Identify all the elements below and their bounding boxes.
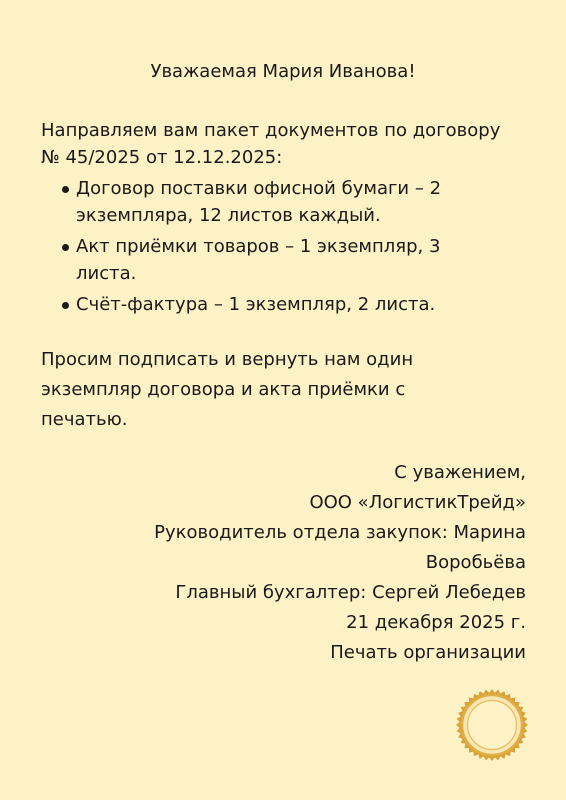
chief-accountant: Главный бухгалтер: Сергей Лебедев — [175, 582, 526, 603]
seal-icon — [455, 688, 529, 762]
intro-paragraph: Направляем вам пакет документов по договору № 45/2025 от 12.12.2025: — [41, 120, 501, 168]
list-item — [41, 175, 491, 229]
greeting: Уважаемая Мария Иванова! — [150, 61, 416, 82]
list-item-text: Договор поставки офисной бумаги – 2 экземпляра, 12 листов каждый. — [76, 178, 442, 226]
head-of-purchasing: Руководитель отдела закупок: Марина Воробьёва — [154, 522, 526, 573]
list-item — [41, 233, 491, 287]
letter-date: 21 декабря 2025 г. — [346, 612, 526, 633]
bullet-icon — [62, 244, 69, 251]
list-item — [41, 291, 491, 318]
list-item-text: Акт приёмки товаров – 1 экземпляр, 3 листа. — [76, 236, 441, 284]
seal-note: Печать организации — [330, 642, 526, 663]
request-paragraph: Просим подписать и вернуть нам один экземпляр договора и акта приёмки с печатью. — [41, 349, 414, 430]
bullet-icon — [62, 186, 69, 193]
list-item-text: Счёт-фактура – 1 экземпляр, 2 листа. — [76, 294, 436, 315]
seal-inner-circle — [468, 701, 517, 750]
bullet-icon — [62, 302, 69, 309]
signature-block — [106, 458, 526, 668]
closing-line: С уважением, — [394, 462, 526, 483]
document-list — [41, 175, 491, 322]
company-name: ООО «ЛогистикТрейд» — [309, 492, 526, 513]
